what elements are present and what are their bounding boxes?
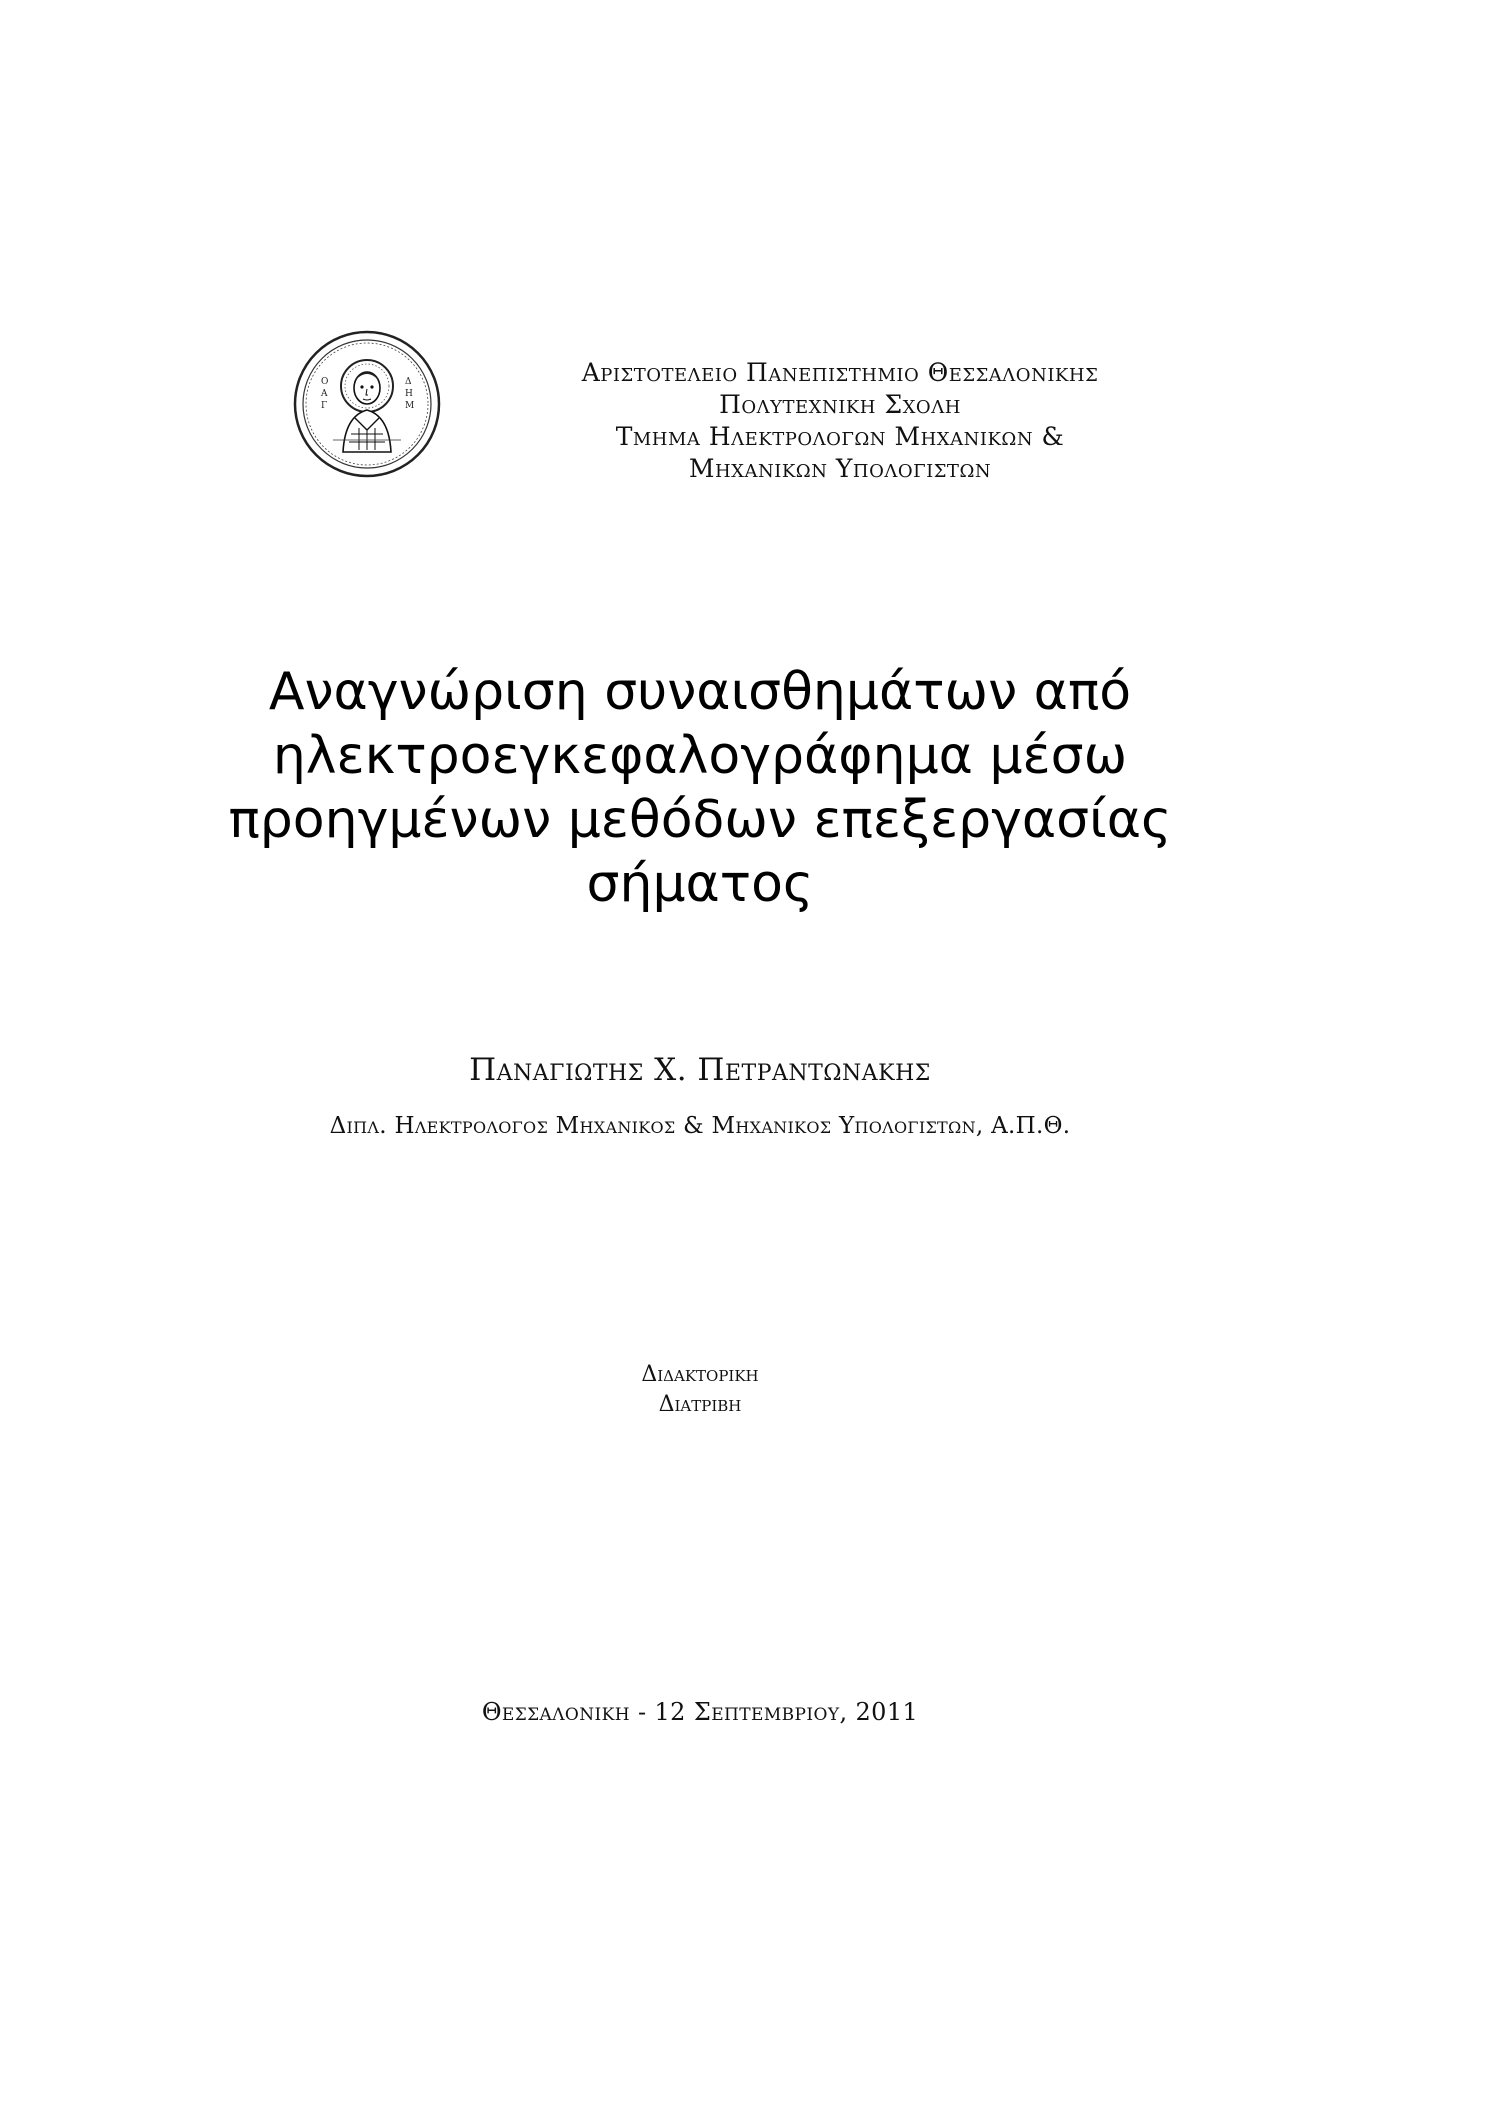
institution-line: Μηχανικων Υπολογιστων [688, 454, 992, 483]
svg-text:Ο: Ο [321, 377, 329, 387]
title-line: προηγμένων μεθόδων επεξεργασίας [228, 790, 1172, 850]
svg-text:Δ: Δ [405, 377, 412, 387]
thesis-type [500, 1360, 900, 1420]
institution-line: Αριστοτελειο Πανεπιστημιο Θεσσαλονικης [581, 358, 1099, 387]
author-degree: Διπλ. Ηλεκτρολογος Μηχανικος & Μηχανικος Υπολογιστων, Α.Π.Θ. [329, 1113, 1071, 1139]
svg-text:Μ: Μ [405, 401, 415, 411]
institution-header [520, 357, 1160, 485]
institution-line: Τμημα Ηλεκτρολογων Μηχανικων & [615, 422, 1065, 451]
svg-text:Γ: Γ [321, 401, 328, 411]
svg-text:Α: Α [321, 389, 328, 399]
place-date: Θεσσαλονικη - 12 Σεπτεμβριου, 2011 [481, 1698, 919, 1726]
thesis-title [200, 660, 1200, 916]
institution-line: Πολυτεχνικη Σχολη [719, 390, 961, 419]
thesis-type-line: Διατριβη [658, 1392, 742, 1417]
svg-text:Η: Η [405, 389, 413, 399]
title-line: Αναγνώριση συναισθημάτων από [268, 662, 1132, 722]
title-line: σήματος [586, 854, 814, 914]
title-line: ηλεκτροεγκεφαλογράφημα μέσω [272, 726, 1128, 786]
university-seal-icon [293, 330, 441, 478]
thesis-type-line: Διδακτορικη [641, 1362, 759, 1387]
author-name: Παναγιωτης Χ. Πετραντωνακης [469, 1052, 931, 1088]
